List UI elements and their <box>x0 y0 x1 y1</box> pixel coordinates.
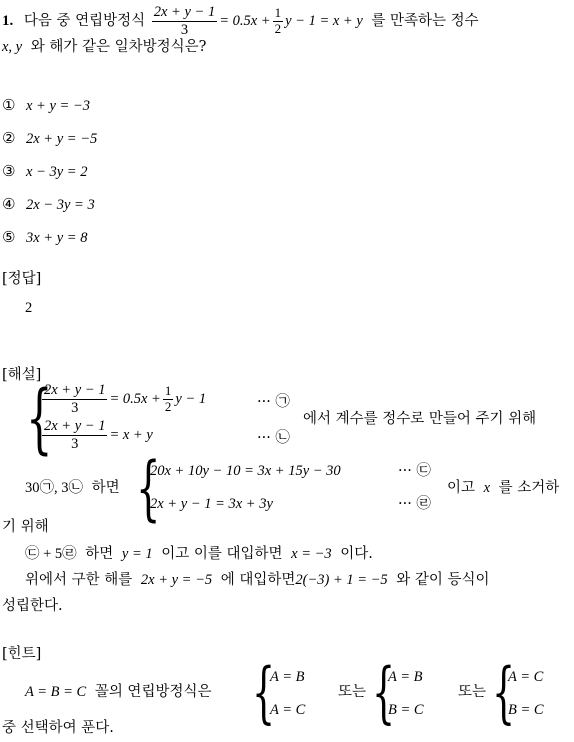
problem-stem-line1 <box>2 4 479 38</box>
half-denominator: 2 <box>274 20 282 36</box>
operation-text: 30㉠, 3㉡ <box>25 480 83 496</box>
half-denominator: 2 <box>164 398 172 414</box>
tag-1: ··· ㉠ <box>257 394 290 410</box>
hint-system-c-2: B = C <box>508 702 544 718</box>
equation-text: = 0.5x + <box>109 391 161 408</box>
variable-x: x <box>483 480 491 496</box>
left-brace: { <box>26 373 53 462</box>
left-brace: { <box>252 654 276 731</box>
problem-stem-text: 다음 중 연립방정식 <box>23 13 146 30</box>
calculation: 2(−3) + 1 = −5 <box>295 572 388 588</box>
choice-marker: ② <box>2 129 16 147</box>
hint-text: 꼴의 연립방정식은 <box>94 684 212 700</box>
left-brace: { <box>492 654 516 731</box>
solution-line-4 <box>25 571 490 590</box>
hint-system-a-1: A = B <box>270 669 305 685</box>
choice-text: x + y = −3 <box>26 98 90 114</box>
problem-stem-line2 <box>2 38 206 57</box>
solution-text-1: 에서 계수를 정수로 만들어 주기 위해 <box>303 411 537 427</box>
hint-expression: A = B = C <box>25 684 87 700</box>
text-segment: 이고 이를 대입하면 <box>161 546 283 562</box>
fraction-denominator: 3 <box>180 21 189 38</box>
text-segment: 위에서 구한 해를 <box>25 572 133 588</box>
solution-line-5: 성립한다. <box>2 598 63 614</box>
problem-stem-text-3: 와 해가 같은 일차방정식은? <box>30 39 207 55</box>
text-segment: 이고 <box>447 480 476 496</box>
choice-marker: ① <box>2 96 16 114</box>
hint-system-b-1: A = B <box>388 669 423 685</box>
hint-system-c-1: A = C <box>508 669 544 685</box>
answer-value: 2 <box>25 300 33 316</box>
system2-line1: 20x + 10y − 10 = 3x + 15y − 30 <box>150 463 341 479</box>
hint-label: [힌트] <box>2 646 42 662</box>
equation: 2x + y = −5 <box>140 572 213 588</box>
fraction-numerator: 2x + y − 1 <box>44 418 106 434</box>
fraction-denominator: 3 <box>71 435 79 452</box>
problem-number: 1. <box>2 13 14 30</box>
system2-line2: 2x + y − 1 = 3x + 3y <box>150 496 273 512</box>
problem-vars: x, y <box>2 39 23 55</box>
choice-marker: ③ <box>2 162 16 180</box>
text-segment: 와 같이 등식이 <box>396 572 490 588</box>
half-numerator: 1 <box>274 4 282 20</box>
choice-1[interactable] <box>2 96 90 116</box>
choice-text: 2x + y = −5 <box>26 131 98 147</box>
solution-text-2 <box>447 479 559 498</box>
equation-text: = x + y <box>109 427 153 444</box>
hint-system-b-2: B = C <box>388 702 424 718</box>
choice-5[interactable] <box>2 228 87 248</box>
hint-or-2: 또는 <box>458 684 487 700</box>
equation-tail: y − 1 = x + y <box>285 13 363 30</box>
equation-middle: = 0.5x + <box>219 13 271 30</box>
solution-line-3 <box>25 545 373 564</box>
operation-hamyeon: 하면 <box>91 480 120 496</box>
choice-marker: ⑤ <box>2 228 16 246</box>
hint-system-a-2: A = C <box>270 702 306 718</box>
choice-2[interactable] <box>2 129 97 149</box>
answer-label: [정답] <box>2 271 42 287</box>
tag-4: ··· ㉣ <box>398 496 431 512</box>
equation-x: x = −3 <box>291 546 332 562</box>
problem-stem-text-2: 를 만족하는 정수 <box>371 13 479 30</box>
hint-last-line: 중 선택하여 푼다. <box>2 720 114 736</box>
equation-y: y = 1 <box>121 546 153 562</box>
expression: ㉢ + 5㉣ <box>25 546 77 562</box>
fraction-numerator: 2x + y − 1 <box>44 382 106 398</box>
left-brace: { <box>372 654 396 731</box>
hint-or-1: 또는 <box>338 684 367 700</box>
hint-line <box>25 683 211 702</box>
tag-3: ··· ㉢ <box>398 463 431 479</box>
solution-text-3: 기 위해 <box>2 519 49 535</box>
fraction-numerator: 2x + y − 1 <box>153 4 216 20</box>
half-fraction <box>273 6 284 37</box>
tag-2: ··· ㉡ <box>257 430 290 446</box>
solution-label: [해설] <box>2 367 42 383</box>
choice-text: 2x − 3y = 3 <box>26 197 95 213</box>
equation-fraction <box>152 4 217 38</box>
left-brace: { <box>136 447 161 529</box>
choice-3[interactable] <box>2 162 87 182</box>
fraction-denominator: 3 <box>71 399 79 416</box>
choice-text: x − 3y = 2 <box>26 164 88 180</box>
text-segment: 를 소거하 <box>498 480 560 496</box>
choice-4[interactable] <box>2 195 95 215</box>
text-segment: 이다. <box>340 546 373 562</box>
operation-label <box>25 479 120 498</box>
system1-line1 <box>40 382 206 416</box>
choice-marker: ④ <box>2 195 16 213</box>
equation-tail: y − 1 <box>175 391 207 408</box>
half-numerator: 1 <box>164 382 172 398</box>
text-segment: 하면 <box>85 546 114 562</box>
choice-text: 3x + y = 8 <box>26 230 88 246</box>
text-segment: 에 대입하면 <box>220 572 296 588</box>
